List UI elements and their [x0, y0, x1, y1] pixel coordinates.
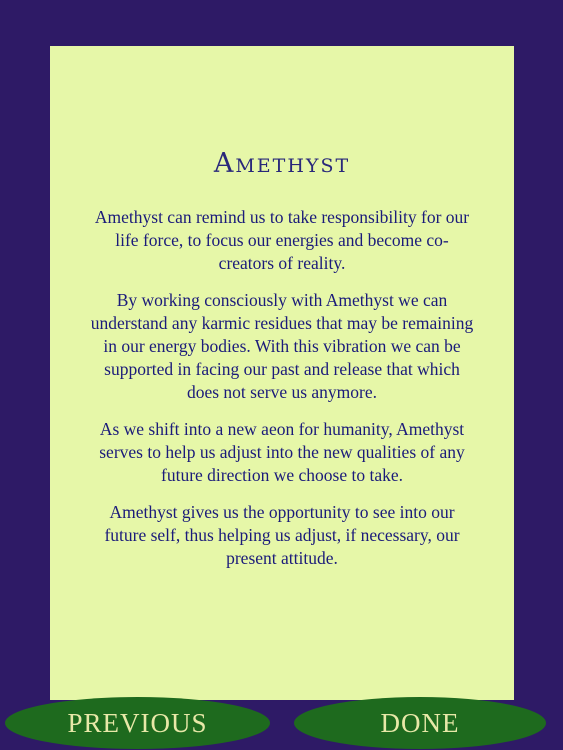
previous-button[interactable]: PREVIOUS [5, 697, 270, 749]
content-card [50, 46, 514, 700]
page-title: Amethyst [213, 148, 351, 179]
paragraph: As we shift into a new aeon for humanity, Amethyst serves to help us adjust into the new qualities of any future direction we choose to take. [99, 419, 465, 485]
paragraph: Amethyst can remind us to take responsibility for our life force, to focus our energies and become co-creators of reality. [94, 207, 470, 273]
description-text [88, 206, 476, 584]
paragraph: Amethyst gives us the opportunity to see into our future self, thus helping us adjust, if necessary, our present attitude. [104, 502, 460, 568]
paragraph: By working consciously with Amethyst we can understand any karmic residues that may be remaining in our energy bodies. With this vibration we can be supported in facing our past and release that which does not serve us anymore. [90, 290, 474, 402]
done-button[interactable]: DONE [294, 697, 546, 749]
